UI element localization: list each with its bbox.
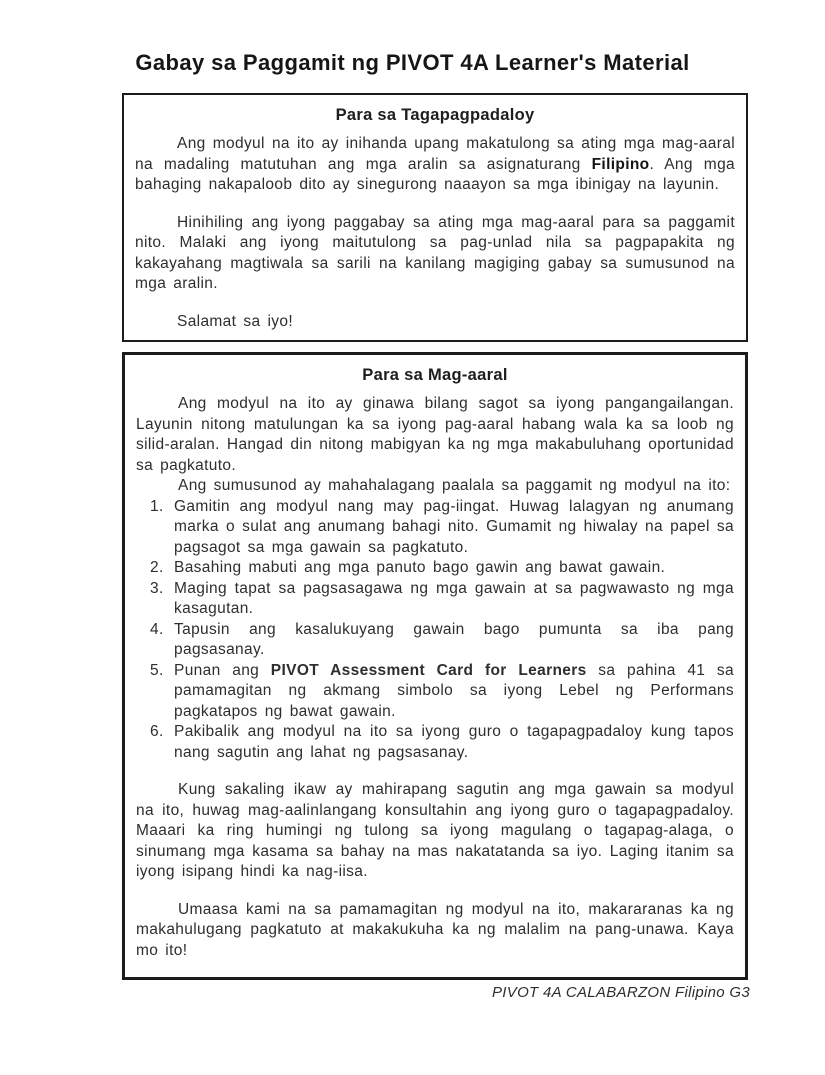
list-item-1 — [150, 497, 734, 559]
list-item-5-before: Punan ang — [174, 661, 260, 679]
facilitator-paragraph-1 — [135, 134, 735, 196]
list-item-5-text — [174, 661, 734, 723]
list-item-3 — [150, 579, 734, 620]
learner-box — [122, 352, 748, 980]
facilitator-paragraph-3: Salamat sa iyo! — [177, 312, 294, 330]
learner-paragraph-1: Ang modyul na ito ay ginawa bilang sagot sa iyong pangangailangan. Layunin nitong matulungan ka sa iyong pag-aaral habang wala ka sa loob ng silid-aralan. Hangad din nitong mabigyan ka ng mga makabuluhang oportunidad sa pagkatuto. — [136, 395, 734, 474]
page-title: Gabay sa Paggamit ng PIVOT 4A Learner's Material — [135, 50, 690, 75]
list-item-1-text: Gamitin ang modyul nang may pag-iingat. Huwag lalagyan ng anumang marka o sulat ang anumang bahagi nito. Gumamit ng hiwalay na papel sa pagsagot sa mga gawain sa pagkatuto. — [174, 497, 734, 556]
facilitator-p1-after: . Ang mga bahaging nakapaloob dito ay sinegurong naaayon sa mga ibinigay na layunin. — [135, 155, 736, 193]
facilitator-p1-before: Ang modyul na ito ay inihanda upang makatulong sa ating mga mag-aaral na madaling matutuhan ang mga aralin sa asignaturang — [135, 135, 735, 173]
learner-paragraph-4: Umaasa kami na sa pamamagitan ng modyul na ito, makararanas ka ng makahulugang pagkatuto at makakukuha ka ng malalim na pang-unawa. Kaya mo ito! — [136, 900, 734, 959]
list-item-5-bold: PIVOT Assessment Card for Learners — [270, 661, 587, 679]
learner-paragraph-3: Kung sakaling ikaw ay mahirapang sagutin ang mga gawain sa modyul na ito, huwag mag-aalinlangang konsultahin ang iyong guro o tagapagpadaloy. Maaari ka ring humingi ng tulong sa iyong magulang o tagapag-alaga, o sinumang mga kasama sa bahay na mas nakatatanda sa iyo. Laging itanim sa iyong isipang hindi ka nag-iisa. — [136, 781, 734, 880]
learner-box-heading: Para sa Mag-aaral — [362, 366, 508, 384]
list-item-6-number: 6. — [150, 723, 164, 740]
list-item-4-text: Tapusin ang kasalukuyang gawain bago pumunta sa iba pang pagsasanay. — [174, 620, 734, 658]
list-item-3-text: Maging tapat sa pagsasagawa ng mga gawain at sa pagwawasto ng mga kasagutan. — [174, 579, 734, 617]
list-item-1-number: 1. — [150, 497, 164, 515]
list-item-4 — [150, 620, 734, 661]
list-item-5-number: 5. — [150, 661, 164, 679]
list-item-5 — [150, 661, 734, 723]
reminder-list — [150, 497, 734, 764]
list-item-4-number: 4. — [150, 620, 164, 638]
learner-paragraph-2: Ang sumusunod ay mahahalagang paalala sa paggamit ng modyul na ito: — [178, 477, 731, 494]
list-item-3-number: 3. — [150, 579, 164, 597]
list-item-6 — [150, 722, 734, 763]
list-item-2-text: Basahing mabuti ang mga panuto bago gawin ang bawat gawain. — [174, 559, 666, 576]
list-item-6-text: Pakibalik ang modyul na ito sa iyong guro o tagapagpadaloy kung tapos nang sagutin ang lahat ng pagsasanay. — [174, 723, 734, 761]
list-item-2 — [150, 558, 734, 579]
footer-credit: PIVOT 4A CALABARZON Filipino G3 — [492, 984, 750, 1001]
facilitator-paragraph-2: Hinihiling ang iyong paggabay sa ating mga mag-aaral para sa paggamit nito. Malaki ang iyong maitutulong sa pag-unlad nila sa pagpapakita ng kakayahang magtiwala sa sarili na kanilang magiging gabay sa sumusunod na mga aralin. — [135, 213, 735, 292]
facilitator-box-heading: Para sa Tagapagpadaloy — [335, 106, 535, 124]
facilitator-p1-bold: Filipino — [591, 155, 650, 173]
list-item-5-after: sa pahina 41 sa pamamagitan ng akmang simbolo sa iyong Lebel ng Performans pagkatapos ng bawat gawain. — [174, 661, 734, 720]
facilitator-box — [122, 93, 748, 342]
list-item-2-number: 2. — [150, 559, 164, 576]
